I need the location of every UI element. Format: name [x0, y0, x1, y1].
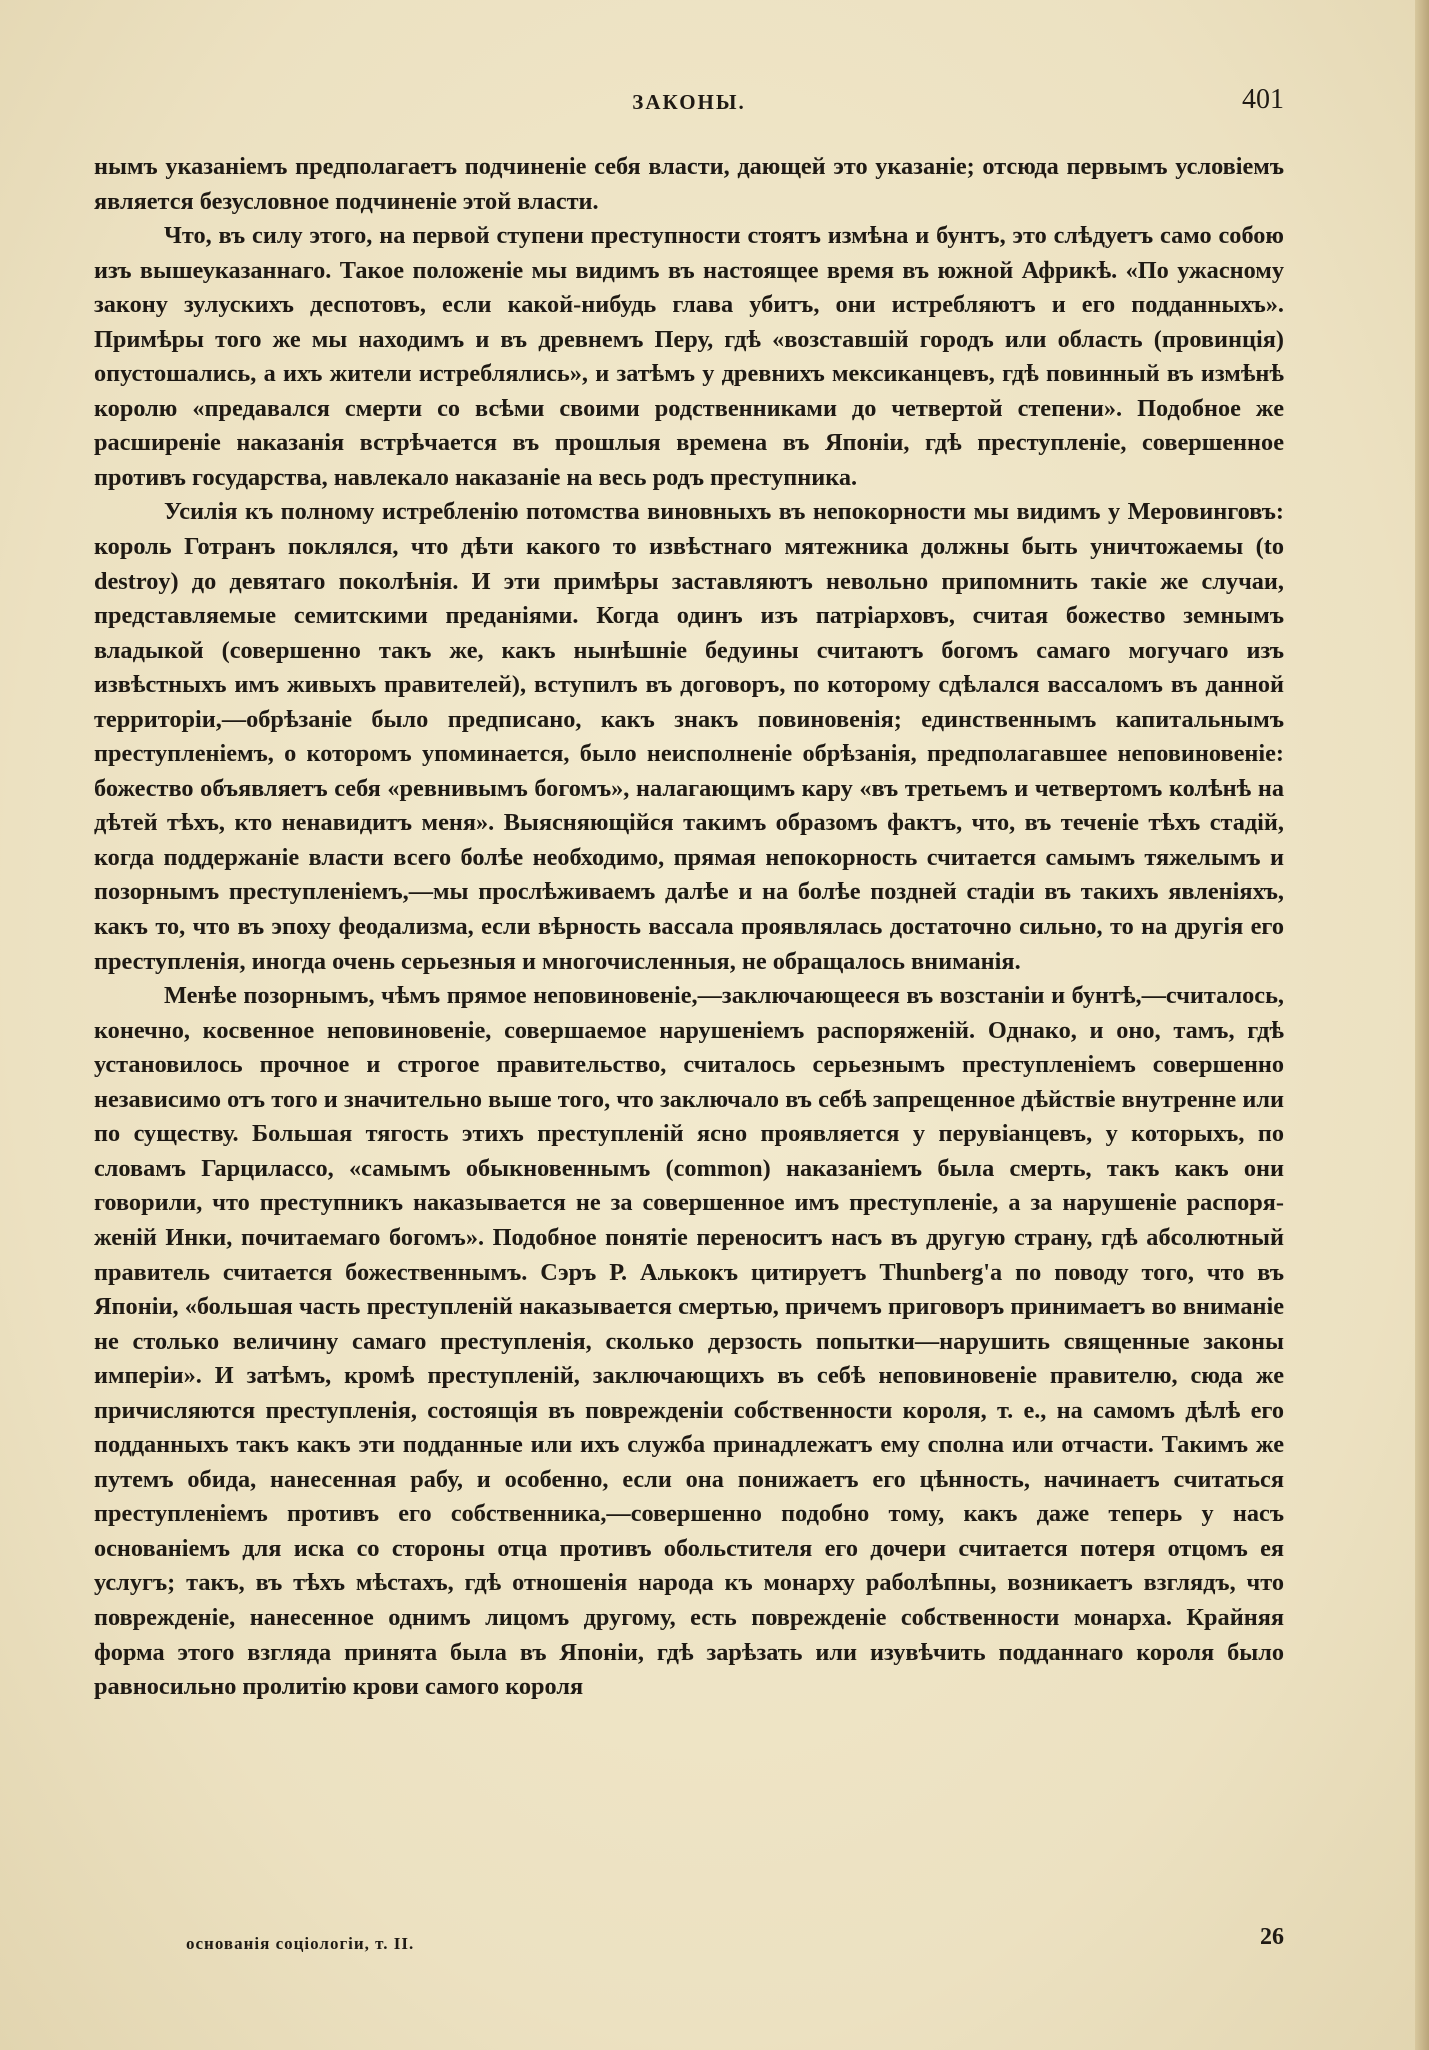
paragraph: Менѣе позорнымъ, чѣмъ прямое неповиновеніе,—заключающееся въ возстаніи и бунтѣ,—считалось, конечно, косвенное неповиновеніе, совершаемое нарушеніемъ распоряженій. Однако, и оно, тамъ, гдѣ установилось прочное и строгое правительство, считалось серьезнымъ преступленіемъ совершенно независимо отъ того и значительно выше того, что заключало въ себѣ запрещенное дѣйствіе внутренне или по существу. Большая тягость этихъ преступленій ясно проявляется у перувіанцевъ, у которыхъ, по словамъ Гарциласco, «самымъ обыкновеннымъ (common) наказаніемъ была смерть, такъ какъ они говорили, что преступникъ наказывается не за совершенное имъ преступленіе, а за нарушеніе распоряженій Инки, почитаемаго богомъ». Подобное понятіе переноситъ насъ въ другую страну, гдѣ абсолютный правитель считается божественнымъ. Сэръ Р. Алькокъ цитируетъ Thunberg'а по поводу того, что въ Японіи, «большая часть преступленій наказывается смертью, причемъ приговоръ принимаетъ во вниманіе не столько величину самаго преступленія, сколько дерзость попытки—нарушить священные законы имперіи». И затѣмъ, кромѣ преступленій, заключающихъ въ себѣ неповиновеніе правителю, сюда же причисляются преступленія, состоящія въ поврежденіи собственности короля, т. е., на самомъ дѣлѣ его подданныхъ такъ какъ эти подданные или ихъ служба принадлежатъ ему сполна или отчасти. Такимъ же путемъ обида, нанесенная рабу, и особенно, если она понижаетъ его цѣнность, начинаетъ считаться преступленіемъ противъ его собственника,—совершенно подобно тому, какъ даже теперь у насъ основаніемъ для иска со стороны отца противъ обольстителя его дочери считается потеря отцомъ ея услугъ; такъ, въ тѣхъ мѣстахъ, гдѣ отношенія народа къ монарху раболѣпны, возникаетъ взглядъ, что поврежденіе, нанесенное однимъ лицомъ другому, есть поврежденіе собственности монарха. Крайняя форма этого взгляда принята была въ Японіи, гдѣ зарѣзать или изувѣчить подданнаго короля было равносильно пролитію крови самого короля [94, 982, 1284, 1701]
page-edge [1415, 0, 1429, 2050]
text-body [94, 150, 1284, 1705]
running-title: ЗАКОНЫ. [632, 90, 746, 114]
page-footer [94, 1924, 1284, 1964]
paragraph-continuation: нымъ указаніемъ предполагаетъ подчиненіе себя власти, дающей это указаніе; отсюда первымъ условіемъ является безусловное подчиненіе этой власти. [94, 153, 1284, 215]
page-number: 401 [1242, 84, 1284, 115]
page-header [94, 84, 1284, 124]
sheet-number: 26 [1260, 1924, 1284, 1950]
paragraph: Усилія къ полному истребленію потомства виновныхъ въ непокорности мы видимъ у Меровинговъ: король Готранъ поклялся, что дѣти какого то извѣстнаго мятежника должны быть уничтожаемы (to destroy) до девятаго поколѣнія. И эти примѣры заставляютъ невольно припомнить такіе же случаи, представляемые семитскими преданіями. Когда одинъ изъ патріарховъ, считая божество земнымъ владыкой (совершенно такъ же, какъ нынѣшніе бедуины считаютъ богомъ самаго могучаго изъ извѣстныхъ имъ живыхъ правителей), вступилъ въ договоръ, по которому сдѣлался вассаломъ въ данной территоріи,—обрѣзаніе было предписано, какъ знакъ повиновенія; единственнымъ капитальнымъ преступленіемъ, о которомъ упоминается, было неисполненіе обрѣзанія, предполагавшее неповиновеніе: божество объявляетъ себя «ревнивымъ богомъ», налагающимъ кару «въ третьемъ и четвертомъ колѣнѣ на дѣтей тѣхъ, кто ненавидитъ меня». Выясняющійся такимъ образомъ фактъ, что, въ теченіе тѣхъ стадій, когда поддержаніе власти всего болѣе необходимо, прямая непокорность считается самымъ тяжелымъ и позорнымъ преступленіемъ,—мы прослѣживаемъ далѣе и на болѣе поздней стадіи въ такихъ явленіяхъ, какъ то, что въ эпоху феодализма, если вѣрность вассала проявлялась достаточно сильно, то на другія его преступленія, иногда очень серьезныя и многочисленныя, не обращалось вниманія. [94, 498, 1284, 975]
paragraph: Что, въ силу этого, на первой ступени преступности стоятъ измѣна и бунтъ, это слѣдуетъ само собою изъ вышеуказаннаго. Такое положеніе мы видимъ въ настоящее время въ южной Африкѣ. «По ужасному закону зулускихъ деспотовъ, если какой-нибудь глава убитъ, они истребляютъ и его подданныхъ». Примѣры того же мы находимъ и въ древнемъ Перу, гдѣ «возставшій городъ или область (провинція) опустошались, а ихъ жители истреблялись», и затѣмъ у древнихъ мексиканцевъ, гдѣ повинный въ измѣнѣ королю «предавался смерти со всѣми своими родственниками до четвертой степени». Подобное же расширеніе наказанія встрѣчается въ прошлыя времена въ Японіи, гдѣ преступленіе, совершенное противъ государства, навлекало наказаніе на весь родъ преступника. [94, 222, 1284, 491]
signature-mark: основанія соціологіи, т. II. [186, 1934, 415, 1953]
